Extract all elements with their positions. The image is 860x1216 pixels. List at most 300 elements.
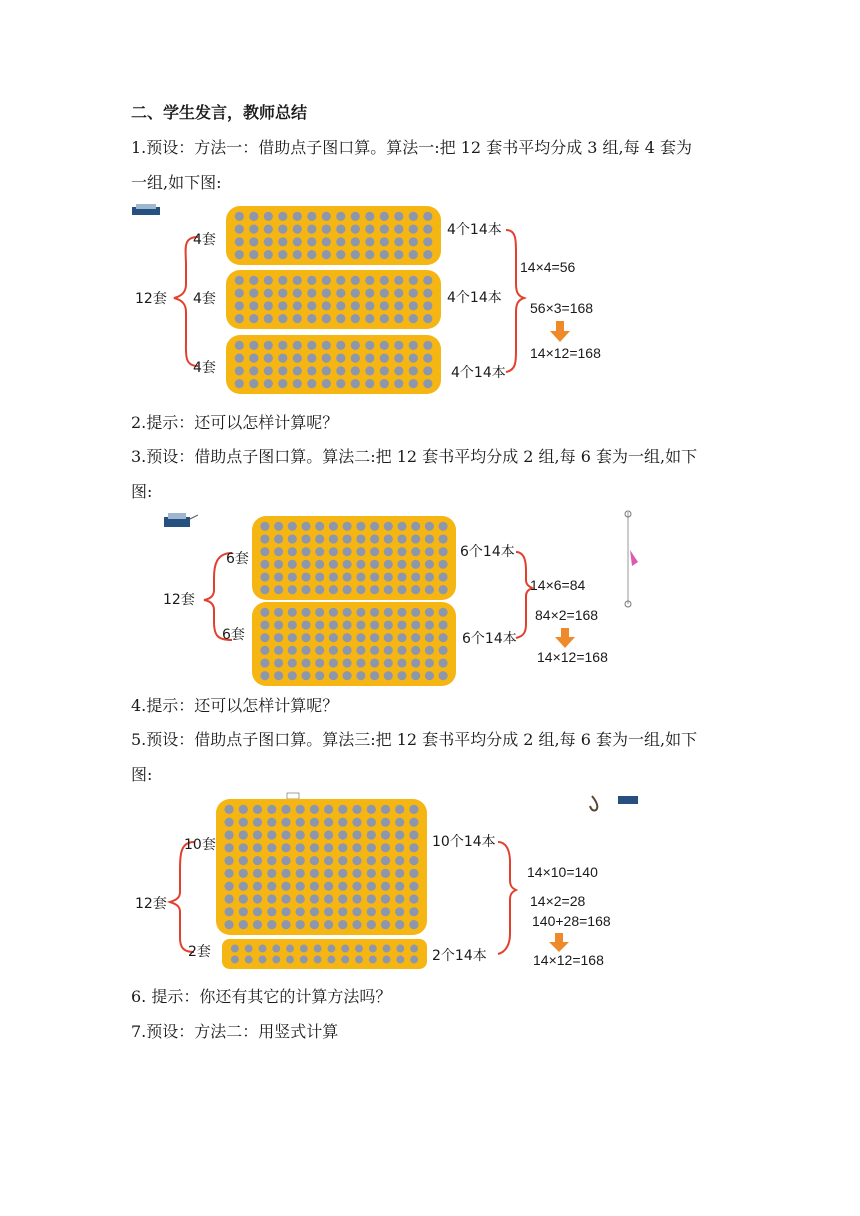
dot [381,920,390,929]
dot [288,671,297,680]
dot [253,805,262,814]
dot [281,830,290,839]
dot [278,237,287,246]
dot [224,818,233,827]
dot [249,289,258,298]
dot [245,945,253,953]
dot [278,301,287,310]
dot [356,560,365,569]
dot [301,633,310,642]
dot [351,354,360,363]
dot [365,250,374,259]
dot [293,225,302,234]
dot [307,301,316,310]
dot [307,225,316,234]
dot [395,869,404,878]
dot [409,843,418,852]
dot [253,856,262,865]
dot [310,830,319,839]
dot [329,560,338,569]
dot [307,237,316,246]
dot [423,301,432,310]
dot [224,894,233,903]
dot [397,560,406,569]
dot [367,805,376,814]
dot [267,805,276,814]
dot [367,894,376,903]
dot [307,212,316,221]
figure-2-right-label-2: 6个14本 [462,631,517,647]
dot [301,585,310,594]
dot [264,276,273,285]
figure-1-right-label-2: 4个14本 [447,290,502,306]
dot [267,882,276,891]
dot [281,894,290,903]
dot [370,671,379,680]
figure-2-result: 14×12=168 [537,649,608,665]
dot [322,379,331,388]
dot [259,945,267,953]
dot [301,646,310,655]
dot [288,560,297,569]
dot [329,585,338,594]
figure-2-dot-array [130,510,650,680]
figure-3-right-label-1: 10个14本 [432,834,496,850]
dot [352,894,361,903]
dot [249,237,258,246]
dot [439,658,448,667]
dot [409,212,418,221]
dot [423,379,432,388]
dot [409,894,418,903]
dot [288,522,297,531]
dot [310,882,319,891]
dot [249,314,258,323]
dot [329,522,338,531]
dot [274,658,283,667]
dot [394,314,403,323]
dot [315,633,324,642]
dot [260,646,269,655]
dot [409,366,418,375]
dot [381,805,390,814]
dot [253,894,262,903]
dot [260,658,269,667]
dot [370,608,379,617]
dot [356,608,365,617]
dot [397,534,406,543]
dot [439,560,448,569]
dot [235,250,244,259]
paragraph-5-line-1: 5.预设：借助点子图口算。算法三:把 12 套书平均分成 2 组,每 6 套为一组,如下 [131,730,698,749]
figure-3-down-arrow [549,933,569,952]
dot [423,237,432,246]
dot [235,341,244,350]
dot [281,907,290,916]
dot [293,301,302,310]
dot [351,289,360,298]
dot [365,379,374,388]
fig3-grid-block-1 [216,799,427,935]
dot [288,585,297,594]
dot [264,250,273,259]
dot [264,379,273,388]
dot [260,633,269,642]
dot [264,289,273,298]
figure-1-equation-1: 14×4=56 [520,259,576,275]
dot [224,920,233,929]
dot [395,805,404,814]
dot [425,620,434,629]
dot [327,956,335,964]
dot [235,314,244,323]
dot [425,534,434,543]
dot [288,620,297,629]
dot [411,646,420,655]
dot [367,920,376,929]
paragraph-5-line-2: 图: [131,765,153,784]
dot [329,646,338,655]
dot [380,212,389,221]
figure-1-result: 14×12=168 [530,345,601,361]
dot [260,534,269,543]
dot [383,956,391,964]
dot [365,301,374,310]
dot [293,276,302,285]
dot [245,956,253,964]
dot [278,250,287,259]
dot [274,560,283,569]
dot [286,956,294,964]
dot [381,830,390,839]
figure-3-total-label: 12套 [135,896,167,912]
dot [224,843,233,852]
dot [394,379,403,388]
dot [381,882,390,891]
dot [310,843,319,852]
dot [380,250,389,259]
hint-2: 2.提示：还可以怎样计算呢？ [131,413,339,432]
paragraph-3-line-2: 图: [131,482,153,501]
dot [411,560,420,569]
dot [301,547,310,556]
dot [324,869,333,878]
dot [315,534,324,543]
dot [380,314,389,323]
dot [425,646,434,655]
figure-1-total-label: 12套 [135,291,167,307]
dot [314,956,322,964]
dot [338,830,347,839]
dot [394,289,403,298]
dot [224,882,233,891]
dot [352,805,361,814]
dot [293,379,302,388]
dot [439,534,448,543]
dot [324,882,333,891]
dot [365,212,374,221]
dot [410,956,418,964]
dot [395,843,404,852]
dot [301,608,310,617]
dot [267,856,276,865]
dot [338,907,347,916]
figure-1-group-label-1: 4套 [193,232,216,248]
dot [411,522,420,531]
dot [394,225,403,234]
dot [296,907,305,916]
dot [394,366,403,375]
dot [338,856,347,865]
dot [356,572,365,581]
dot [367,818,376,827]
dot [425,560,434,569]
dot [296,805,305,814]
dot [288,633,297,642]
dot [338,894,347,903]
dot [235,379,244,388]
dot [411,608,420,617]
dot [397,671,406,680]
dot [314,945,322,953]
dot [409,301,418,310]
dot [336,289,345,298]
dot [397,658,406,667]
dot [370,633,379,642]
dot [264,354,273,363]
dot [249,379,258,388]
dot [394,354,403,363]
dot [224,869,233,878]
dot [249,212,258,221]
dot [324,856,333,865]
dot [293,250,302,259]
dot [274,646,283,655]
dot [384,608,393,617]
dot [409,289,418,298]
dot [384,585,393,594]
dot [369,945,377,953]
fig1-grid-block-2 [226,270,441,329]
dot [267,907,276,916]
dot [336,225,345,234]
dot [274,671,283,680]
dot [296,882,305,891]
dot [411,585,420,594]
dot [367,856,376,865]
dot [439,633,448,642]
figure-3-right-brace [498,842,516,954]
dot [439,547,448,556]
dot [394,276,403,285]
dot [367,830,376,839]
dot [381,818,390,827]
dot [315,522,324,531]
dot [231,945,239,953]
dot [296,843,305,852]
dot [260,608,269,617]
dot [329,608,338,617]
dot [380,379,389,388]
dot [281,856,290,865]
dot [384,572,393,581]
dot [315,608,324,617]
dot [425,547,434,556]
dot [351,225,360,234]
dot [380,225,389,234]
paragraph-1-line-1: 1.预设：方法一：借助点子图口算。算法一:把 12 套书平均分成 3 组,每 4 套为 [131,138,692,157]
dot [278,289,287,298]
dot [274,585,283,594]
dot [315,560,324,569]
dot [356,547,365,556]
figure-3-equation-3: 140+28=168 [532,913,611,929]
dot [336,341,345,350]
dot [336,366,345,375]
dot [272,945,280,953]
dot [239,830,248,839]
dot [329,534,338,543]
figure-2-grids [252,516,456,686]
dot [397,620,406,629]
dot [384,560,393,569]
dot [343,646,352,655]
hint-4: 4.提示：还可以怎样计算呢？ [131,696,339,715]
dot [307,366,316,375]
dot [365,354,374,363]
dot [409,314,418,323]
dot [356,646,365,655]
dot [423,289,432,298]
dot [315,658,324,667]
figure-3-equation-2: 14×2=28 [530,893,586,909]
dot [249,250,258,259]
dot [264,366,273,375]
figure-1-group-label-3: 4套 [193,360,216,376]
dot [439,646,448,655]
figure-1-svg [130,203,650,403]
dot [411,572,420,581]
dot [397,585,406,594]
dot [439,522,448,531]
figure-1-group-label-2: 4套 [193,291,216,307]
figure-2-total-label: 12套 [163,592,195,608]
dot [343,633,352,642]
dot [409,856,418,865]
dot [264,301,273,310]
dot [281,869,290,878]
dot [296,920,305,929]
dot [381,907,390,916]
dot [267,894,276,903]
dot [301,522,310,531]
dot [365,366,374,375]
paragraph-1-line-2: 一组,如下图: [131,173,222,192]
dot [278,379,287,388]
dot [338,882,347,891]
dot [409,354,418,363]
dot [239,869,248,878]
dot [253,882,262,891]
dot [301,560,310,569]
dot [384,633,393,642]
dot [281,843,290,852]
dot [351,276,360,285]
dot [351,237,360,246]
dot [324,830,333,839]
dot [264,341,273,350]
dot [278,314,287,323]
dot [423,314,432,323]
dot [352,830,361,839]
dot [352,843,361,852]
dot [293,212,302,221]
figure-3-result: 14×12=168 [533,952,604,968]
dot [286,945,294,953]
dot [409,882,418,891]
dot [343,658,352,667]
dot [384,671,393,680]
dot [370,646,379,655]
dot [239,805,248,814]
dot [264,225,273,234]
dot [274,572,283,581]
dot [224,856,233,865]
dot [423,276,432,285]
dot [249,276,258,285]
dot [423,250,432,259]
figure-2-svg [130,510,650,680]
dot [397,522,406,531]
dot [336,276,345,285]
dot [409,907,418,916]
dot [310,894,319,903]
dot [352,920,361,929]
dot [307,250,316,259]
dot [409,237,418,246]
dot [365,225,374,234]
dot [336,354,345,363]
dot [381,856,390,865]
dot [356,585,365,594]
dot [281,805,290,814]
dot [322,276,331,285]
dot [274,547,283,556]
dot [239,920,248,929]
dot [278,212,287,221]
dot [224,830,233,839]
dot [439,620,448,629]
dot [439,585,448,594]
dot [343,547,352,556]
dot [370,560,379,569]
dot [394,212,403,221]
dot [411,534,420,543]
dot [307,314,316,323]
figure-3-right-label-2: 2个14本 [432,948,487,964]
dot [324,907,333,916]
dot [239,882,248,891]
dot [274,534,283,543]
dot [384,534,393,543]
dot [235,366,244,375]
dot [293,366,302,375]
dot [235,289,244,298]
dot [409,920,418,929]
figure-1-equation-2: 56×3=168 [530,300,594,316]
figure-1-right-brace [506,230,524,372]
dot [307,379,316,388]
